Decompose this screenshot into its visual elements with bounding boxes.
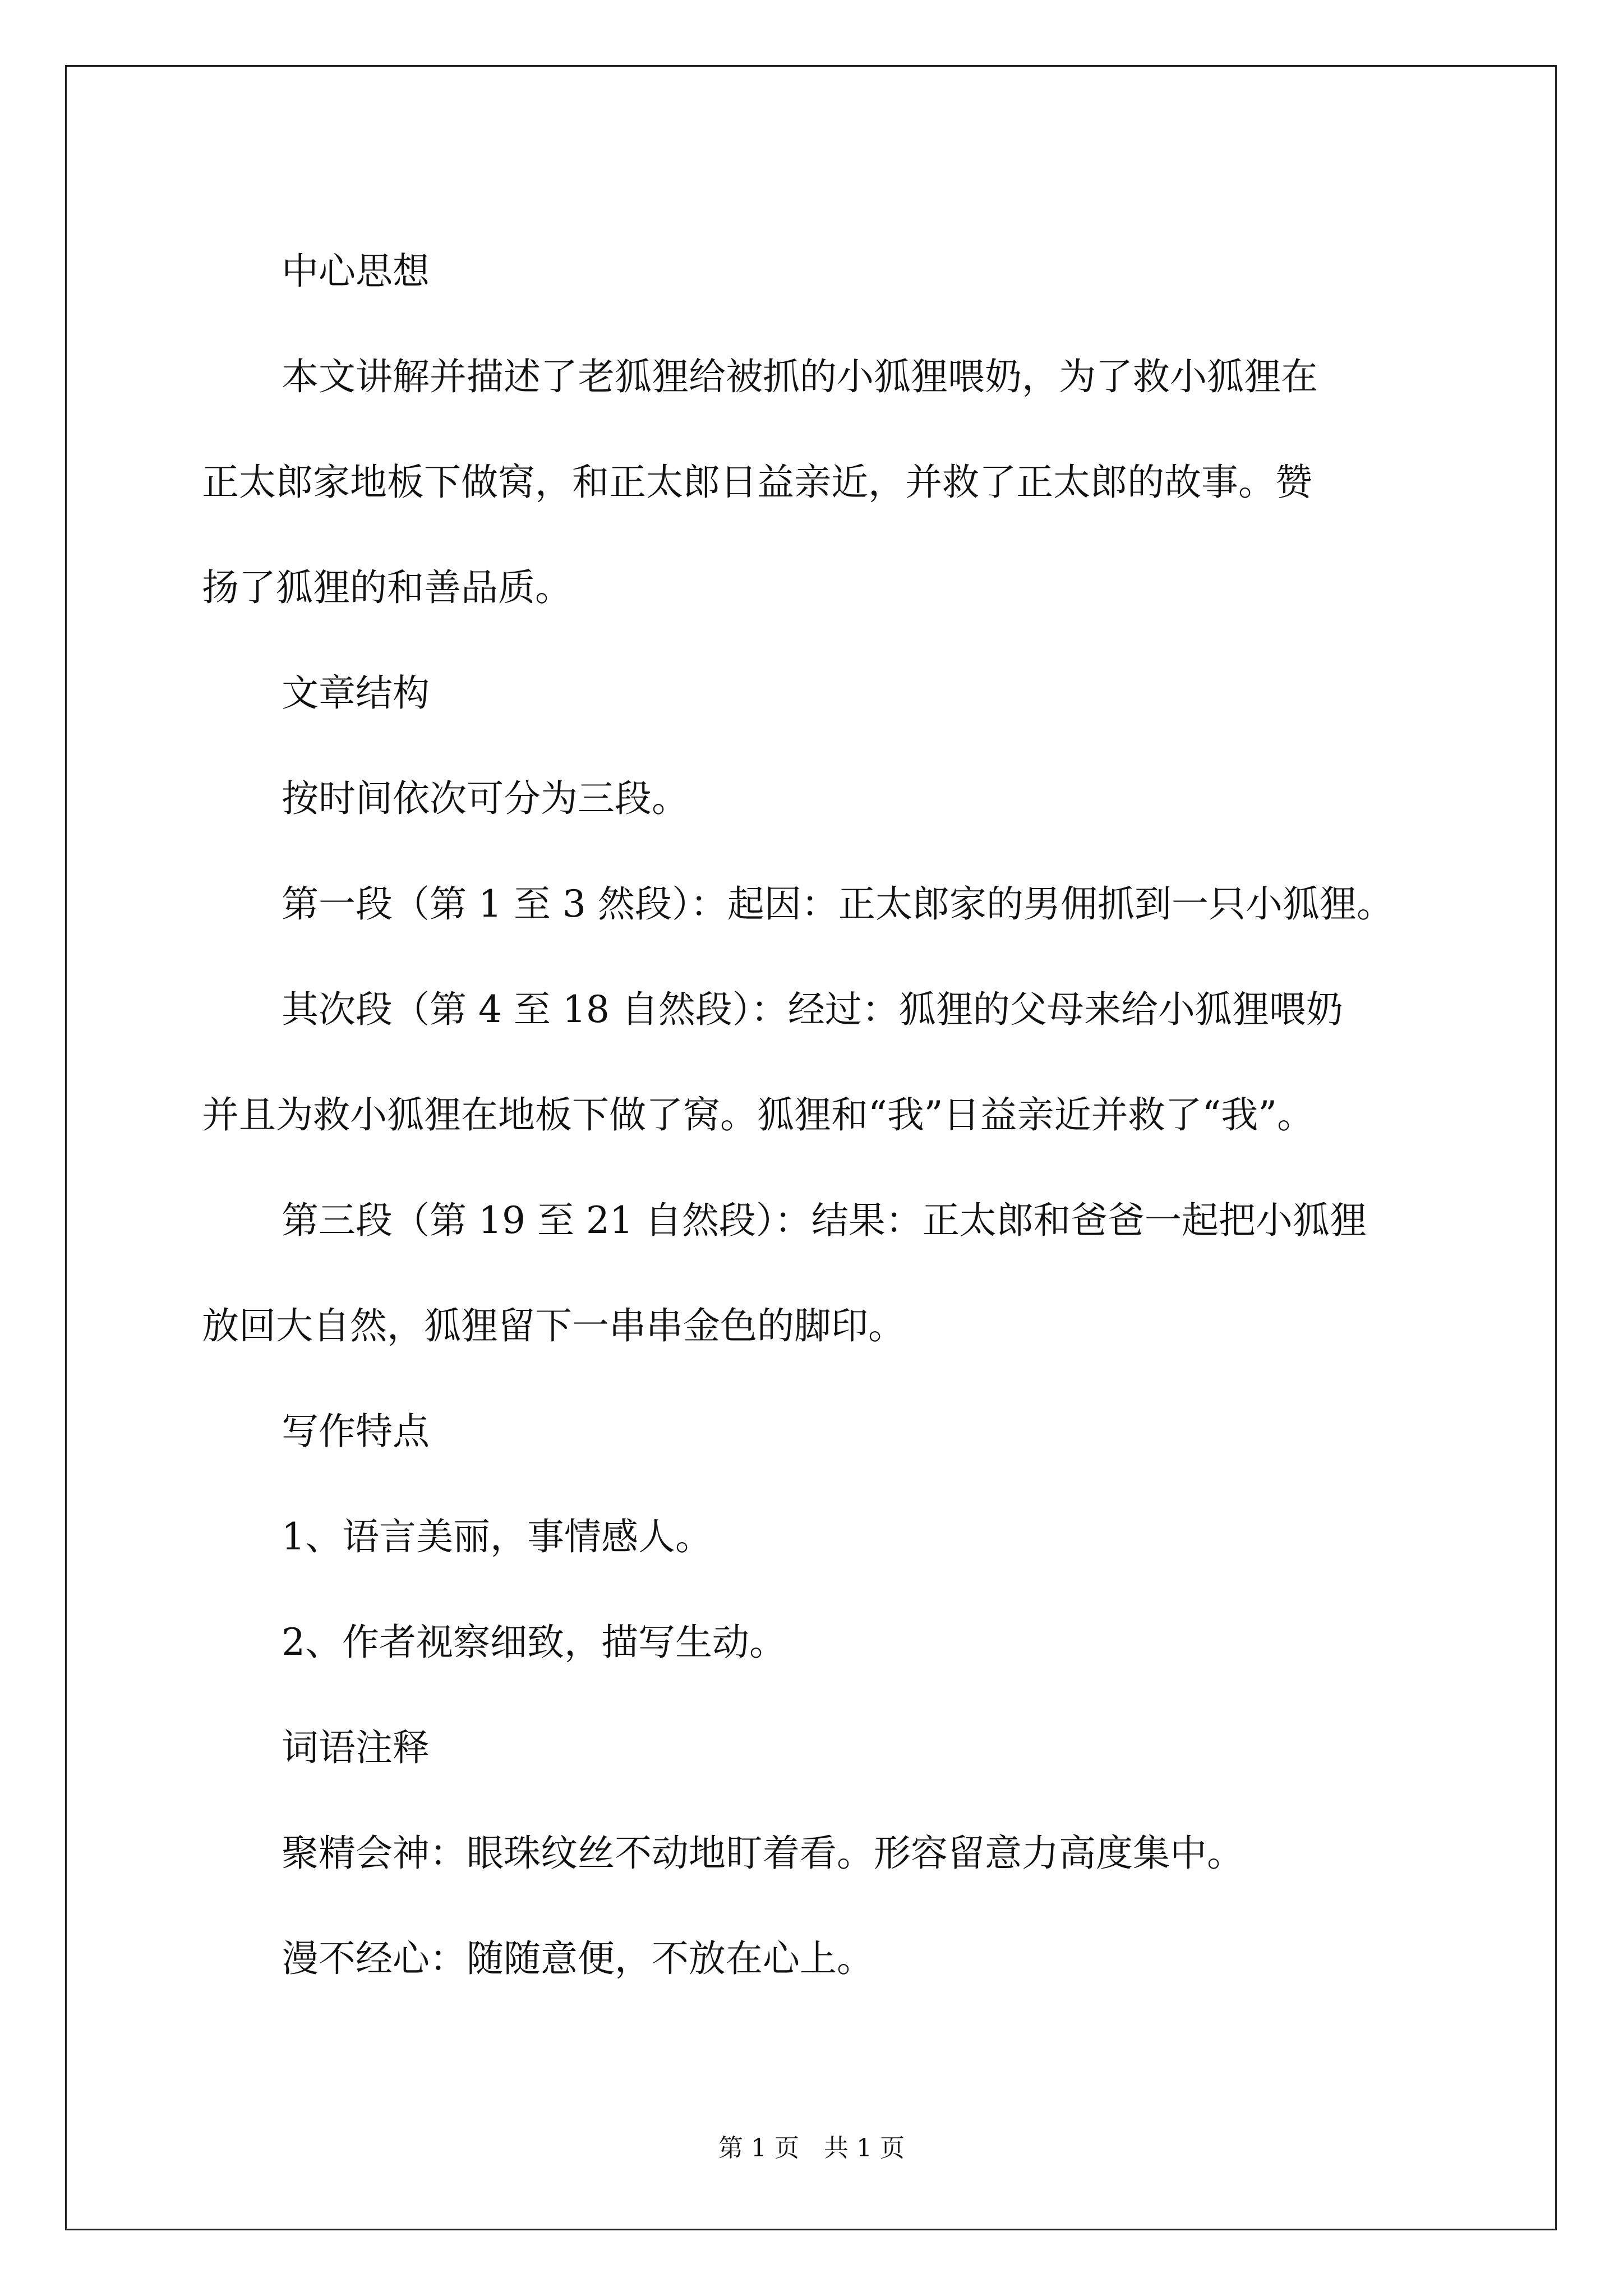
heading-central-idea: 中心思想 — [282, 250, 430, 293]
paragraph-summary-line-1: 本文讲解并描述了老狐狸给被抓的小狐狸喂奶，为了救小狐狸在 — [282, 355, 1318, 398]
paragraph-section-three-line-2: 放回大自然，狐狸留下一串串金色的脚印。 — [202, 1304, 905, 1347]
paragraph-vocab-2: 漫不经心：随随意便，不放在心上。 — [282, 1937, 874, 1980]
document-body — [202, 219, 1453, 2012]
paragraph-vocab-1: 聚精会神：眼珠纹丝不动地盯着看。形容留意力高度集中。 — [282, 1832, 1244, 1875]
paragraph-feature-2: 2、作者视察细致，描写生动。 — [282, 1621, 786, 1664]
heading-writing-features: 写作特点 — [282, 1410, 430, 1453]
paragraph-feature-1: 1、语言美丽，事情感人。 — [282, 1515, 712, 1558]
paragraph-section-three-line-1: 第三段（第 19 至 21 自然段）：结果：正太郎和爸爸一起把小狐狸 — [282, 1199, 1367, 1242]
heading-structure: 文章结构 — [282, 671, 430, 715]
paragraph-summary-line-2: 正太郎家地板下做窝，和正太郎日益亲近，并救了正太郎的故事。赞 — [202, 461, 1312, 504]
paragraph-section-two-line-2: 并且为救小狐狸在地板下做了窝。狐狸和“我”日益亲近并救了“我”。 — [202, 1093, 1314, 1137]
paragraph-section-two-line-1: 其次段（第 4 至 18 自然段）：经过：狐狸的父母来给小狐狸喂奶 — [282, 988, 1343, 1031]
page-footer: 第 1 页 共 1 页 — [718, 2134, 905, 2162]
paragraph-structure-intro: 按时间依次可分为三段。 — [282, 777, 689, 820]
paragraph-section-one: 第一段（第 1 至 3 然段）：起因：正太郎家的男佣抓到一只小狐狸。 — [282, 882, 1394, 926]
heading-vocabulary: 词语注释 — [282, 1726, 430, 1769]
paragraph-summary-line-3: 扬了狐狸的和善品质。 — [202, 566, 572, 609]
